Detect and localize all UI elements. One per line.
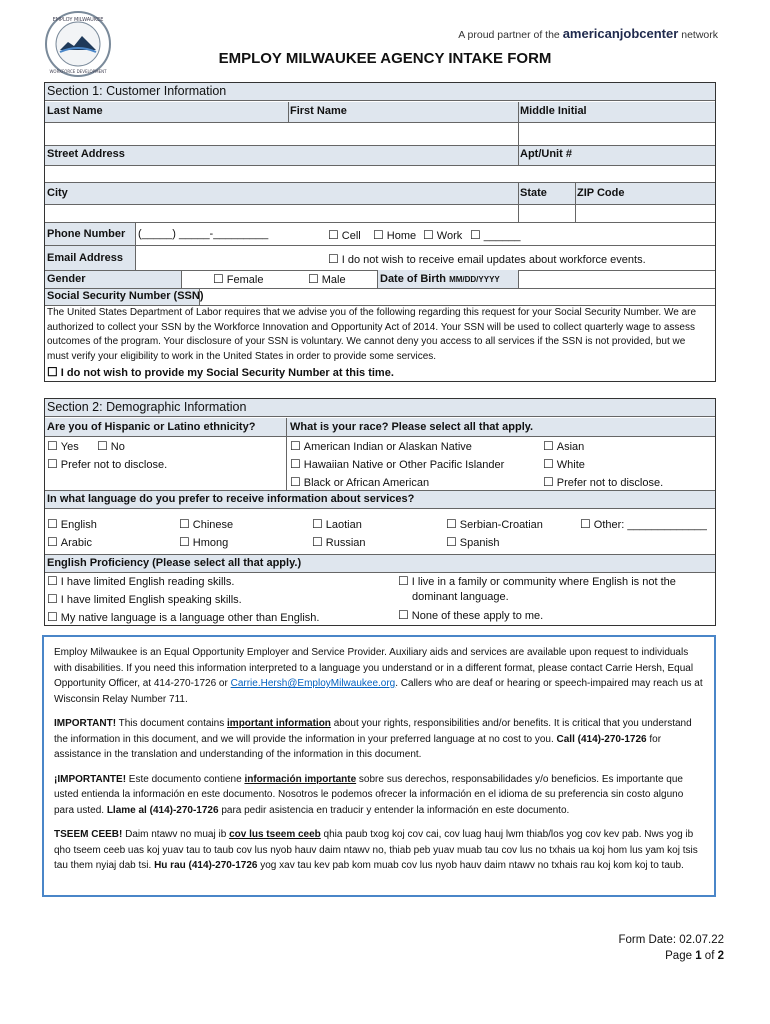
- employ-milwaukee-logo: [44, 10, 112, 78]
- ssn-notice-text: The United States Department of Labor requires that we advise you of the following regarding this request for your Social Security Number. We are authorized to collect your SSN by the Workforce Innovation and Opportunity Act of 2014. Your SSN will be used to collect quarterly wage to assess outcomes of the program. Your disclosure of your SSN is voluntary. We cannot deny you access to all services if the SSN is not provided, but we must verify your eligibility to work in the United States in order to provide some services.: [47, 307, 697, 362]
- prof-reading-option[interactable]: ☐ I have limited English reading skills.: [47, 574, 235, 588]
- checkbox-icon: ☐: [543, 439, 554, 453]
- checkbox-icon: ☐: [312, 535, 323, 549]
- street-address-label: Street Address: [47, 148, 125, 160]
- phone-number-label: Phone Number: [47, 228, 126, 240]
- eeo-paragraph: Employ Milwaukee is an Equal Opportunity Employer and Service Provider. Auxiliary aids and services are available upon request to individuals with disabilities. If you need this information interpreted to a language you understand or in a different format, please contact Carrie Hersh, Equal Opportunity Officer, at 414-270-1726 or Carrie.Hersh@EmployMilwaukee.org. Callers who are deaf or hearing or speech-impaired may reach us at Wisconsin Relay Number 711.: [54, 647, 703, 705]
- phone-type-home[interactable]: ☐ Home: [373, 228, 417, 242]
- dob-label: Date of Birth MM/DD/YYYY: [380, 273, 500, 285]
- prof-native-option[interactable]: ☐ My native language is a language other than English.: [47, 610, 320, 624]
- checkbox-icon: ☐: [47, 365, 58, 379]
- race-prefer-not-option[interactable]: ☐ Prefer not to disclose.: [543, 475, 664, 489]
- gender-female-option[interactable]: ☐ Female: [213, 272, 264, 286]
- lang-hmong-option[interactable]: ☐ Hmong: [179, 535, 229, 549]
- middle-initial-label: Middle Initial: [520, 105, 587, 117]
- prof-none-option[interactable]: ☐ None of these apply to me.: [398, 608, 544, 622]
- logo-text-bottom: WORKFORCE DEVELOPMENT: [49, 69, 107, 74]
- checkbox-icon: ☐: [97, 439, 108, 453]
- checkbox-icon: ☐: [179, 535, 190, 549]
- zip-label: ZIP Code: [577, 187, 625, 199]
- gender-male-option[interactable]: ☐ Male: [308, 272, 346, 286]
- email-address-label: Email Address: [47, 252, 124, 264]
- partner-job: job: [619, 26, 640, 41]
- prof-family-option-cont: dominant language.: [412, 591, 509, 603]
- checkbox-icon: ☐: [290, 457, 301, 471]
- checkbox-icon: ☐: [328, 252, 339, 266]
- checkbox-icon: ☐: [543, 457, 554, 471]
- no-email-updates-option[interactable]: ☐ I do not wish to receive email updates about workforce events.: [328, 252, 646, 266]
- street-input-row[interactable]: [45, 165, 715, 182]
- proficiency-question: English Proficiency (Please select all that apply.): [47, 557, 302, 569]
- checkbox-icon: ☐: [47, 517, 58, 531]
- section-2-title: Section 2: Demographic Information: [47, 400, 247, 414]
- last-name-label: Last Name: [47, 105, 103, 117]
- lang-spanish-option[interactable]: ☐ Spanish: [446, 535, 500, 549]
- checkbox-icon: ☐: [47, 574, 58, 588]
- gender-label: Gender: [47, 273, 86, 285]
- checkbox-icon: ☐: [290, 439, 301, 453]
- checkbox-icon: ☐: [446, 535, 457, 549]
- checkbox-icon: ☐: [580, 517, 591, 531]
- eeo-email-link[interactable]: Carrie.Hersh@EmployMilwaukee.org: [230, 678, 396, 689]
- lang-serbian-option[interactable]: ☐ Serbian-Croatian: [446, 517, 543, 531]
- name-input-row[interactable]: [45, 122, 715, 145]
- race-black-option[interactable]: ☐ Black or African American: [290, 475, 430, 489]
- language-access-notice: [42, 635, 716, 897]
- checkbox-icon: ☐: [47, 592, 58, 606]
- section-1-title: Section 1: Customer Information: [47, 84, 227, 98]
- prof-family-option[interactable]: ☐ I live in a family or community where English is not the: [398, 574, 676, 588]
- section-2: [44, 398, 716, 626]
- lang-other-option[interactable]: ☐ Other: _____________: [580, 517, 707, 531]
- lang-laotian-option[interactable]: ☐ Laotian: [312, 517, 362, 531]
- checkbox-icon: ☐: [398, 608, 409, 622]
- english-important-paragraph: IMPORTANT! This document contains important information about your rights, responsibilities and/or benefits. It is critical that you understand the information in this document, and we will provide the information in your preferred language at no cost to you. Call (414)-270-1726 for assistance in the translation and understanding of the information in this document.: [54, 718, 692, 760]
- section-2-header: [45, 399, 715, 417]
- phone-type-work[interactable]: ☐ Work: [423, 228, 463, 242]
- lang-russian-option[interactable]: ☐ Russian: [312, 535, 366, 549]
- checkbox-icon: ☐: [470, 228, 481, 242]
- checkbox-icon: ☐: [308, 272, 319, 286]
- checkbox-icon: ☐: [446, 517, 457, 531]
- form-title: EMPLOY MILWAUKEE AGENCY INTAKE FORM: [218, 50, 552, 67]
- partner-prefix: A proud partner of the: [458, 29, 560, 41]
- race-hawaiian-option[interactable]: ☐ Hawaiian Native or Other Pacific Islander: [290, 457, 505, 471]
- ssn-input[interactable]: [200, 288, 716, 305]
- checkbox-icon: ☐: [47, 610, 58, 624]
- checkbox-icon: ☐: [328, 228, 339, 242]
- ssn-optout-option[interactable]: ☐ I do not wish to provide my Social Security Number at this time.: [47, 365, 394, 379]
- section-1: [44, 82, 716, 382]
- partner-banner: [458, 26, 718, 41]
- first-name-label: First Name: [290, 105, 347, 117]
- checkbox-icon: ☐: [213, 272, 224, 286]
- form-date: Form Date: 02.07.22: [618, 934, 724, 946]
- state-label: State: [520, 187, 547, 199]
- hispanic-no-option[interactable]: ☐ No: [97, 439, 125, 453]
- name-labels-row: [45, 102, 715, 122]
- section-1-header: [45, 83, 715, 101]
- checkbox-icon: ☐: [290, 475, 301, 489]
- logo-text-top: EMPLOY MILWAUKEE: [52, 17, 104, 23]
- partner-suffix: network: [681, 29, 718, 41]
- hispanic-yes-option[interactable]: ☐ Yes: [47, 439, 79, 453]
- race-white-option[interactable]: ☐ White: [543, 457, 585, 471]
- lang-chinese-option[interactable]: ☐ Chinese: [179, 517, 234, 531]
- checkbox-icon: ☐: [398, 574, 409, 588]
- checkbox-icon: ☐: [543, 475, 554, 489]
- phone-input[interactable]: (_____) _____-_________: [138, 228, 269, 240]
- checkbox-icon: ☐: [179, 517, 190, 531]
- race-american-indian-option[interactable]: ☐ American Indian or Alaskan Native: [290, 439, 472, 453]
- phone-type-cell[interactable]: ☐ Cell: [328, 228, 361, 242]
- lang-english-option[interactable]: ☐ English: [47, 517, 97, 531]
- hmong-important-paragraph: TSEEM CEEB! Daim ntawv no muaj ib cov lus tseem ceeb qhia paub txog koj cov cai, cov luag hauj lwm thiab/los yog cov kev pab. Nws yog ib qho tseem ceeb uas koj yuav tau to taub cov lus nyob hauv daim ntawv no, thiab peb yuav muab tau cov lus no txhais ua koj hom lus yam koj tsis tau them nyiaj dab tsi. Hu rau (414)-270-1726 yog xav tau kev pab kom muab cov lus nyob hauv daim ntawv no txhais rau koj kom koj to taub.: [54, 829, 698, 871]
- page-number: Page 1 of 2: [665, 950, 724, 962]
- spanish-important-paragraph: ¡IMPORTANTE! Este documento contiene información importante sobre sus derechos, responsabilidades y/o beneficios. Es importante que usted entienda la información en este documento. Nosotros le podemos ofrecer la información en el idioma de su preferencia sin costo alguno para usted. Llame al (414)-270-1726 para pedir asistencia en traducir y entender la información en este documento.: [54, 773, 684, 816]
- checkbox-icon: ☐: [47, 535, 58, 549]
- city-label: City: [47, 187, 68, 199]
- street-labels-row: [45, 145, 715, 165]
- partner-center: center: [639, 26, 679, 41]
- checkbox-icon: ☐: [47, 439, 58, 453]
- checkbox-icon: ☐: [373, 228, 384, 242]
- hispanic-question: Are you of Hispanic or Latino ethnicity?: [47, 421, 256, 433]
- checkbox-icon: ☐: [312, 517, 323, 531]
- phone-type-other[interactable]: ☐ ______: [470, 228, 521, 242]
- hispanic-prefer-not-option[interactable]: ☐ Prefer not to disclose.: [47, 457, 168, 471]
- partner-american: american: [562, 26, 620, 41]
- race-question: What is your race? Please select all that apply.: [290, 421, 534, 433]
- apt-unit-label: Apt/Unit #: [520, 148, 572, 160]
- language-question: In what language do you prefer to receive information about services?: [47, 493, 415, 505]
- checkbox-icon: ☐: [47, 457, 58, 471]
- lang-arabic-option[interactable]: ☐ Arabic: [47, 535, 92, 549]
- race-asian-option[interactable]: ☐ Asian: [543, 439, 585, 453]
- dob-input[interactable]: [519, 270, 716, 288]
- ssn-label: Social Security Number (SSN): [47, 290, 204, 302]
- checkbox-icon: ☐: [423, 228, 434, 242]
- city-input-row[interactable]: [45, 204, 715, 222]
- prof-speaking-option[interactable]: ☐ I have limited English speaking skills.: [47, 592, 242, 606]
